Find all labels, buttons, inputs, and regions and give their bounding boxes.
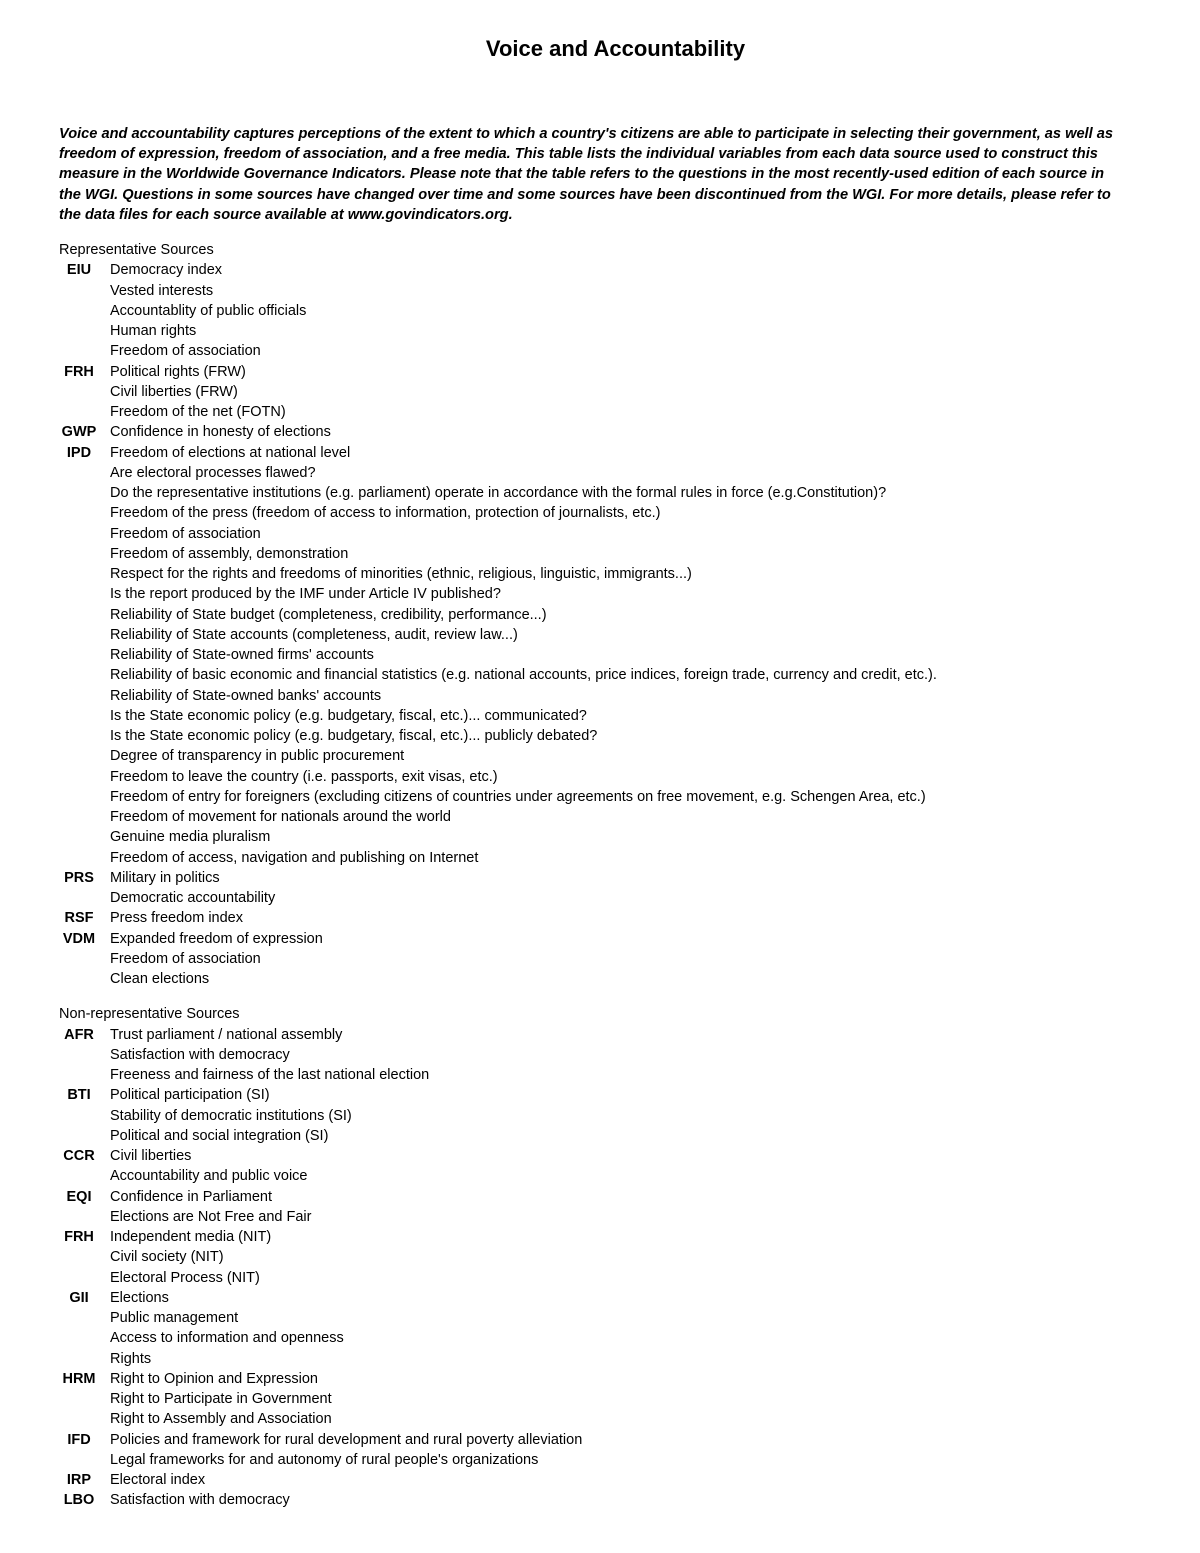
source-variable: Political and social integration (SI)	[110, 1127, 329, 1144]
source-row	[59, 1227, 1159, 1247]
source-row	[59, 443, 1159, 463]
source-code	[59, 605, 99, 625]
source-code: PRS	[64, 869, 94, 886]
source-variable: Expanded freedom of expression	[110, 930, 323, 947]
source-variable: Clean elections	[110, 971, 210, 987]
source-code	[59, 1045, 99, 1065]
source-row	[59, 787, 1159, 807]
source-code: EQI	[66, 1188, 92, 1205]
source-variable: Trust parliament / national assembly	[110, 1026, 343, 1043]
source-variable: Electoral index	[110, 1472, 206, 1488]
source-row	[59, 1389, 1159, 1409]
source-code	[59, 463, 99, 483]
source-row	[59, 1430, 1159, 1450]
source-variable: Reliability of State-owned banks' accounts	[110, 687, 382, 704]
source-row	[59, 888, 1159, 908]
source-code	[59, 1126, 99, 1146]
source-code	[59, 949, 99, 969]
source-variable: Civil liberties (FRW)	[110, 383, 238, 400]
source-variable: Freedom to leave the country (i.e. passports, exit visas, etc.)	[110, 768, 498, 785]
source-variable: Reliability of State accounts (completeness, audit, review law...)	[110, 626, 518, 643]
source-code	[59, 726, 99, 746]
source-row	[59, 1187, 1159, 1207]
source-row	[59, 949, 1159, 969]
source-row	[59, 503, 1159, 523]
source-variable: Right to Assembly and Association	[110, 1411, 332, 1428]
source-row	[59, 807, 1159, 827]
source-variable: Legal frameworks for and autonomy of rural people's organizations	[110, 1451, 539, 1468]
source-row	[59, 969, 1159, 989]
source-variable: Reliability of State budget (completeness, credibility, performance...)	[110, 606, 547, 623]
section-header: Representative Sources	[59, 242, 214, 258]
source-code	[59, 564, 99, 584]
source-row	[59, 524, 1159, 544]
source-row	[59, 1126, 1159, 1146]
source-row	[59, 1146, 1159, 1166]
source-variable: Right to Opinion and Expression	[110, 1370, 318, 1387]
source-variable: Press freedom index	[110, 910, 243, 927]
source-code	[59, 888, 99, 908]
source-row	[59, 1328, 1159, 1348]
intro-paragraph: Voice and accountability captures perceptions of the extent to which a country's citizens are able to participate in selecting their government, as well as freedom of expression, freedom of association, and a free media. This table lists the individual variables from each data source used to construct this measure in the Worldwide Governance Indicators. Please note that the table refers to the questions in the most recently-used edition of each source in the WGI. Questions in some sources have changed over time and some sources have been discontinued from the WGI. For more details, please refer to the data files for each source available at www.govindicators.org.	[59, 126, 1113, 223]
source-code: IPD	[66, 444, 92, 461]
source-variable: Confidence in honesty of elections	[110, 424, 331, 441]
source-code: IRP	[66, 1472, 92, 1488]
source-row	[59, 463, 1159, 483]
source-variable: Political participation (SI)	[110, 1087, 270, 1104]
source-variable: Satisfaction with democracy	[110, 1046, 290, 1063]
source-variable: Freedom of association	[110, 343, 261, 360]
source-variable: Accountablity of public officials	[110, 302, 307, 319]
source-row	[59, 1450, 1159, 1470]
source-variable: Freedom of association	[110, 950, 261, 967]
source-variable: Electoral Process (NIT)	[110, 1269, 260, 1286]
source-code: CCR	[63, 1148, 95, 1164]
source-variable: Freedom of access, navigation and publishing on Internet	[110, 849, 479, 866]
source-code	[59, 827, 99, 847]
source-code	[59, 746, 99, 766]
source-code	[59, 787, 99, 807]
source-code	[59, 1349, 99, 1369]
source-code	[59, 1409, 99, 1429]
source-row	[59, 260, 1159, 280]
source-row	[59, 1490, 1159, 1510]
source-code	[59, 281, 99, 301]
source-variable: Are electoral processes flawed?	[110, 464, 316, 481]
source-code	[59, 1268, 99, 1288]
source-code	[59, 1207, 99, 1227]
source-row	[59, 1409, 1159, 1429]
source-row	[59, 706, 1159, 726]
source-row	[59, 341, 1159, 361]
source-code	[59, 767, 99, 787]
source-row	[59, 908, 1159, 928]
source-row	[59, 605, 1159, 625]
source-row	[59, 1247, 1159, 1267]
source-row	[59, 929, 1159, 949]
source-code: GII	[69, 1289, 89, 1306]
source-row	[59, 726, 1159, 746]
source-code	[59, 1106, 99, 1126]
source-variable: Is the report produced by the IMF under Article IV published?	[110, 586, 501, 603]
source-row	[59, 1268, 1159, 1288]
source-variable: Do the representative institutions (e.g. parliament) operate in accordance with the formal rules in force (e.g.Constitution)?	[110, 485, 887, 501]
source-row	[59, 1065, 1159, 1085]
source-row	[59, 625, 1159, 645]
source-code	[59, 402, 99, 422]
source-row	[59, 584, 1159, 604]
source-row	[59, 1349, 1159, 1369]
source-variable: Accountability and public voice	[110, 1168, 308, 1185]
source-row	[59, 402, 1159, 422]
source-code	[59, 341, 99, 361]
source-code: IFD	[67, 1431, 91, 1448]
source-row	[59, 362, 1159, 382]
section-header: Non-representative Sources	[59, 1006, 240, 1023]
source-code: AFR	[64, 1026, 94, 1043]
source-code	[59, 807, 99, 827]
source-row	[59, 1288, 1159, 1308]
source-code	[59, 1389, 99, 1409]
source-code	[59, 503, 99, 523]
source-variable: Freedom of the net (FOTN)	[110, 404, 286, 420]
source-variable: Freedom of association	[110, 525, 261, 542]
source-row	[59, 1470, 1159, 1490]
source-variable: Confidence in Parliament	[110, 1188, 273, 1205]
source-row	[59, 868, 1159, 888]
source-code	[59, 665, 99, 685]
source-code	[59, 382, 99, 402]
source-code	[59, 1247, 99, 1267]
source-code	[59, 544, 99, 564]
source-variable: Right to Participate in Government	[110, 1391, 332, 1407]
source-row	[59, 281, 1159, 301]
source-variable: Political rights (FRW)	[110, 363, 246, 380]
source-variable: Civil liberties	[110, 1148, 192, 1164]
source-code	[59, 1166, 99, 1186]
source-code	[59, 625, 99, 645]
source-variable: Freedom of assembly, demonstration	[110, 545, 349, 562]
source-variable: Genuine media pluralism	[110, 829, 271, 846]
source-row	[59, 1045, 1159, 1065]
source-variable: Freedom of elections at national level	[110, 444, 351, 461]
source-code	[59, 1065, 99, 1085]
source-row	[59, 382, 1159, 402]
source-code: BTI	[67, 1087, 91, 1104]
source-variable: Vested interests	[110, 282, 214, 299]
source-code: FRH	[64, 363, 94, 380]
source-row	[59, 564, 1159, 584]
source-code: EIU	[66, 262, 92, 279]
source-row	[59, 544, 1159, 564]
sources-list	[59, 240, 1159, 1511]
source-row	[59, 1207, 1159, 1227]
source-row	[59, 301, 1159, 321]
source-code	[59, 706, 99, 726]
source-code	[59, 1450, 99, 1470]
source-variable: Freeness and fairness of the last national election	[110, 1067, 430, 1083]
source-code	[59, 969, 99, 989]
source-code	[59, 584, 99, 604]
source-row	[59, 848, 1159, 868]
source-variable: Respect for the rights and freedoms of minorities (ethnic, religious, linguistic, immigrants...)	[110, 566, 692, 582]
source-code: HRM	[62, 1370, 96, 1387]
source-variable: Public management	[110, 1310, 239, 1326]
source-code	[59, 301, 99, 321]
source-code	[59, 1308, 99, 1328]
source-variable: Degree of transparency in public procurement	[110, 748, 405, 765]
source-code	[59, 321, 99, 341]
source-code: RSF	[64, 910, 94, 927]
source-variable: Elections are Not Free and Fair	[110, 1208, 312, 1225]
source-variable: Military in politics	[110, 869, 220, 886]
source-variable: Independent media (NIT)	[110, 1229, 272, 1245]
source-variable: Satisfaction with democracy	[110, 1492, 290, 1509]
source-row	[59, 1308, 1159, 1328]
source-code: GWP	[61, 424, 97, 441]
source-row	[59, 422, 1159, 442]
source-variable: Rights	[110, 1350, 152, 1367]
source-variable: Civil society (NIT)	[110, 1249, 224, 1266]
source-row	[59, 746, 1159, 766]
source-code	[59, 848, 99, 868]
source-variable: Access to information and openness	[110, 1330, 344, 1347]
page-title: Voice and Accountability	[485, 36, 746, 61]
source-code	[59, 686, 99, 706]
source-variable: Freedom of the press (freedom of access to information, protection of journalists, etc.)	[110, 505, 661, 522]
source-variable: Policies and framework for rural development and rural poverty alleviation	[110, 1431, 583, 1448]
source-code: LBO	[63, 1492, 95, 1509]
source-code: FRH	[64, 1229, 94, 1245]
source-code	[59, 524, 99, 544]
source-variable: Stability of democratic institutions (SI)	[110, 1107, 352, 1124]
source-row	[59, 1106, 1159, 1126]
source-variable: Human rights	[110, 323, 197, 339]
source-row	[59, 645, 1159, 665]
source-row	[59, 665, 1159, 685]
source-variable: Reliability of basic economic and financial statistics (e.g. national accounts, price indices, foreign trade, currency and credit, etc.).	[110, 667, 937, 684]
source-variable: Freedom of movement for nationals around the world	[110, 809, 451, 825]
source-row	[59, 483, 1159, 503]
source-code: VDM	[62, 930, 96, 947]
source-row	[59, 321, 1159, 341]
source-code	[59, 1328, 99, 1348]
source-variable: Is the State economic policy (e.g. budgetary, fiscal, etc.)... publicly debated?	[110, 728, 598, 744]
source-row	[59, 767, 1159, 787]
source-variable: Freedom of entry for foreigners (excluding citizens of countries under agreements on free movement, e.g. Schengen Area, etc.)	[110, 788, 926, 805]
source-row	[59, 686, 1159, 706]
source-row	[59, 1025, 1159, 1045]
section-gap	[59, 989, 1159, 1004]
source-row	[59, 827, 1159, 847]
source-row	[59, 1085, 1159, 1105]
source-variable: Reliability of State-owned firms' accounts	[110, 647, 374, 663]
source-code	[59, 645, 99, 665]
source-variable: Is the State economic policy (e.g. budgetary, fiscal, etc.)... communicated?	[110, 707, 587, 724]
source-row	[59, 1166, 1159, 1186]
source-row	[59, 1369, 1159, 1389]
source-variable: Democratic accountability	[110, 890, 276, 906]
source-variable: Democracy index	[110, 262, 223, 279]
source-variable: Elections	[110, 1289, 169, 1306]
source-code	[59, 483, 99, 503]
